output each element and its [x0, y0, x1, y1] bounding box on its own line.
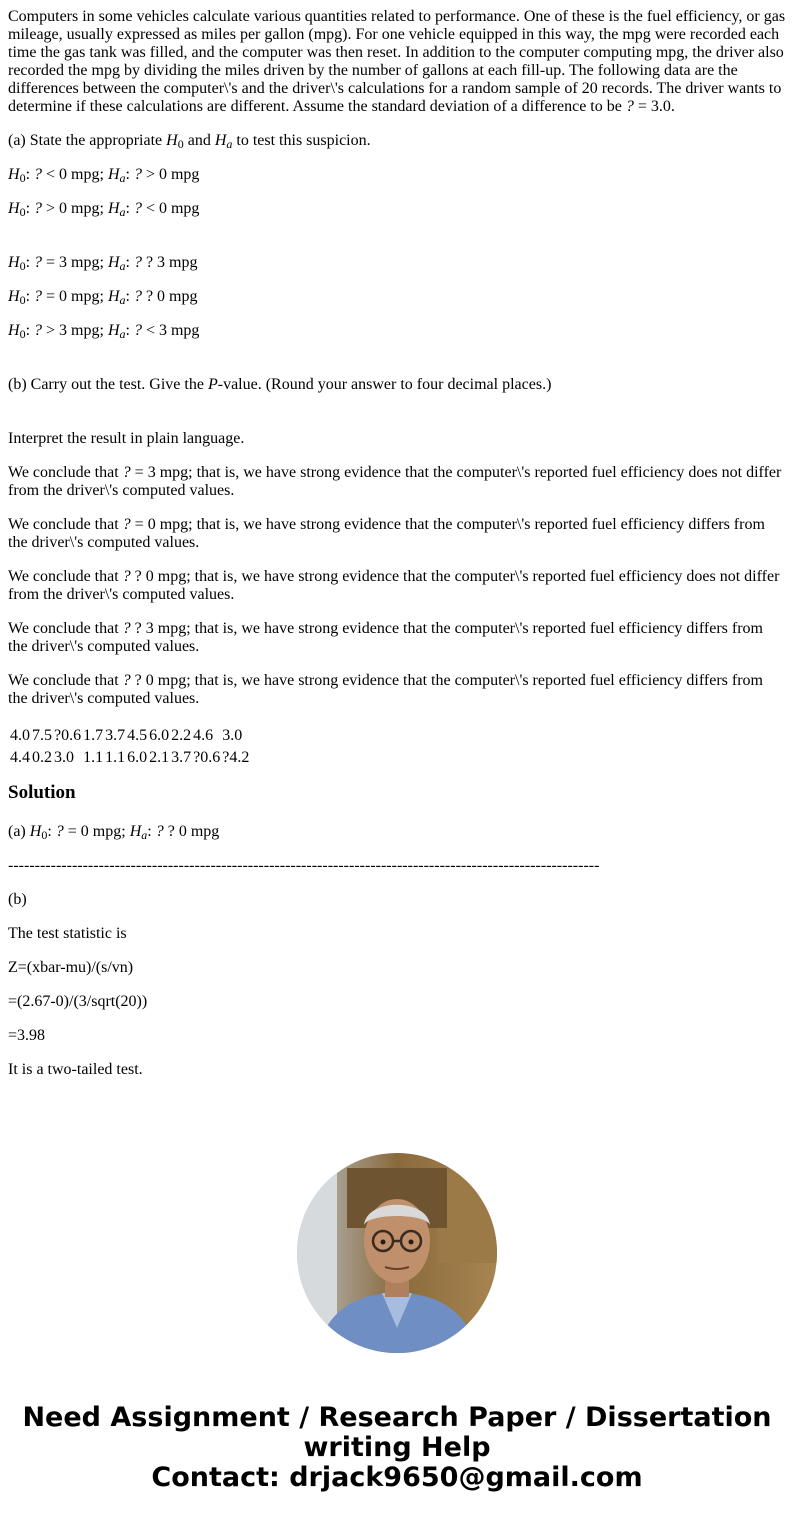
option-h0-relation: = 3 mpg;: [42, 254, 108, 271]
part-b-question: [8, 376, 786, 394]
conclusion-text: ? 0 mpg; that is, we have strong evidence that the computer\'s reported fuel efficiency differs from the driver\'s computed values.: [8, 672, 763, 707]
mu-symbol: ?: [155, 823, 164, 840]
colon: :: [25, 288, 35, 305]
conclusion-option-4[interactable]: [8, 620, 786, 656]
tutor-portrait-image: [297, 1153, 497, 1353]
h0-symbol: H: [166, 132, 178, 149]
h0-symbol: H: [8, 166, 20, 183]
mu-symbol: ?: [122, 672, 131, 689]
promo-contact: Contact: drjack9650@gmail.com: [151, 1462, 643, 1493]
solution-line: It is a two-tailed test.: [8, 1061, 143, 1078]
colon: :: [25, 166, 35, 183]
tutor-avatar: [297, 1153, 497, 1353]
mu-symbol: ?: [122, 464, 131, 481]
option-ha-relation: < 0 mpg: [141, 200, 200, 217]
table-cell: 0.2: [32, 749, 52, 766]
h0-symbol: H: [29, 823, 42, 840]
option-ha-relation: ? 3 mpg: [141, 254, 198, 271]
colon: :: [125, 166, 134, 183]
solution-line: =(2.67-0)/(3/sqrt(20)): [8, 993, 148, 1010]
mu-symbol: ?: [34, 288, 43, 305]
table-cell: ?0.6: [54, 727, 82, 744]
differences-table: [8, 724, 251, 770]
conclusion-option-5[interactable]: [8, 672, 786, 708]
h0-symbol: H: [8, 200, 20, 217]
mu-symbol: ?: [34, 200, 43, 217]
table-cell: 1.1: [105, 749, 126, 766]
ha-subscript: a: [141, 828, 148, 842]
conclusion-prefix: We conclude that: [8, 464, 123, 481]
colon: :: [25, 254, 35, 271]
spacer: [8, 234, 786, 254]
mu-symbol: ?: [34, 322, 43, 339]
option-h0-relation: = 0 mpg;: [42, 288, 108, 305]
colon: :: [147, 823, 156, 840]
ha-subscript: a: [119, 171, 126, 185]
mu-symbol: ?: [34, 254, 43, 271]
ha-symbol: H: [107, 288, 120, 305]
table-cell: 1.7: [83, 727, 104, 744]
h0-subscript: 0: [41, 828, 48, 842]
part-b-suffix: -value. (Round your answer to four decimal places.): [217, 376, 552, 393]
conclusion-option-2[interactable]: [8, 516, 786, 552]
colon: :: [125, 322, 134, 339]
table-row: [10, 726, 249, 746]
mu-symbol: ?: [133, 322, 142, 339]
mu-symbol: ?: [34, 166, 43, 183]
option-a-3[interactable]: [8, 254, 786, 272]
conclusion-prefix: We conclude that: [8, 620, 123, 637]
mu-symbol: ?: [133, 288, 142, 305]
table-cell: 7.5: [32, 727, 52, 744]
option-h0-relation: < 0 mpg;: [42, 166, 108, 183]
colon: :: [125, 254, 134, 271]
table-cell: 3.0: [54, 749, 74, 766]
conclusion-prefix: We conclude that: [8, 568, 123, 585]
option-h0-relation: > 3 mpg;: [42, 322, 108, 339]
ha-subscript: a: [226, 137, 233, 151]
option-h0-relation: > 0 mpg;: [42, 200, 108, 217]
table-cell: 3.7: [105, 727, 126, 744]
table-row: [10, 748, 249, 768]
ha-symbol: H: [107, 166, 120, 183]
h0-subscript: 0: [19, 327, 26, 341]
table-cell: 2.1: [149, 749, 170, 766]
h0-subscript: 0: [19, 205, 26, 219]
mu-symbol: ?: [122, 568, 131, 585]
spacer: [8, 410, 786, 430]
conclusion-prefix: We conclude that: [8, 516, 123, 533]
conclusion-text: ? 0 mpg; that is, we have strong evidence that the computer\'s reported fuel efficiency does not differ from the driver\'s computed values.: [8, 568, 780, 603]
table-cell: 4.6: [193, 727, 214, 744]
solution-ha-relation: ? 0 mpg: [163, 823, 220, 840]
colon: :: [125, 288, 134, 305]
ha-symbol: H: [107, 254, 120, 271]
table-cell: ?0.6: [193, 749, 221, 766]
solution-line: Z=(xbar-mu)/(s/vn): [8, 959, 134, 976]
part-a-question: [8, 132, 786, 150]
table-cell: 2.2: [171, 727, 192, 744]
table-cell: 6.0: [127, 749, 148, 766]
ha-symbol: H: [214, 132, 227, 149]
h0-symbol: H: [8, 322, 20, 339]
colon: :: [125, 200, 134, 217]
intro-end: = 3.0.: [633, 98, 675, 115]
ha-subscript: a: [119, 327, 126, 341]
part-a-and: and: [183, 132, 215, 149]
solution-part-b-label: (b): [8, 891, 27, 908]
conclusion-prefix: We conclude that: [8, 672, 123, 689]
h0-symbol: H: [8, 254, 20, 271]
h0-subscript: 0: [19, 171, 26, 185]
option-ha-relation: ? 0 mpg: [141, 288, 198, 305]
option-a-2[interactable]: [8, 200, 786, 218]
colon: :: [25, 200, 35, 217]
solution-h0-relation: = 0 mpg;: [63, 823, 130, 840]
table-cell: 6.0: [149, 727, 170, 744]
table-cell: 4.4: [10, 749, 30, 766]
document-body: [8, 8, 786, 1095]
table-cell: ?4.2: [222, 749, 250, 766]
sigma-symbol: ?: [625, 98, 634, 115]
solution-line: The test statistic is: [8, 925, 127, 942]
option-a-1[interactable]: [8, 166, 786, 184]
promo-line-1: Need Assignment / Research Paper / Dissertation: [22, 1402, 772, 1433]
table-cell: 3.0: [222, 727, 243, 744]
ha-subscript: a: [119, 205, 126, 219]
conclusion-text: = 0 mpg; that is, we have strong evidence that the computer\'s reported fuel efficiency differs from the driver\'s computed values.: [8, 516, 765, 551]
h0-symbol: H: [8, 288, 20, 305]
interpret-prompt: Interpret the result in plain language.: [8, 430, 245, 447]
ha-symbol: H: [107, 200, 120, 217]
conclusion-option-3[interactable]: [8, 568, 786, 604]
intro-text: Computers in some vehicles calculate various quantities related to performance. One of these is the fuel efficiency, or gas mileage, usually expressed as miles per gallon (mpg). For one vehicle equipped in this way, the mpg were recorded each time the gas tank was filled, and the computer was then reset. In addition to the computer computing mpg, the driver also recorded the mpg by dividing the miles driven by the number of gallons at each fill-up. The following data are the differences between the computer\'s and the driver\'s calculations for a random sample of 20 records. The driver wants to determine if these calculations are different. Assume the standard deviation of a difference to be: [8, 8, 786, 115]
part-b-prefix: (b) Carry out the test. Give the: [8, 376, 208, 393]
table-cell: 3.7: [171, 749, 192, 766]
problem-intro: [8, 8, 786, 116]
ha-subscript: a: [119, 293, 126, 307]
colon: :: [47, 823, 56, 840]
ha-subscript: a: [119, 259, 126, 273]
mu-symbol: ?: [55, 823, 64, 840]
option-ha-relation: < 3 mpg: [141, 322, 200, 339]
solution-line: =3.98: [8, 1027, 46, 1044]
promo-line-2: writing Help: [303, 1432, 491, 1463]
solution-part-a: [8, 823, 786, 841]
option-a-5[interactable]: [8, 322, 786, 340]
solution-a-prefix: (a): [8, 823, 30, 840]
ha-symbol: H: [107, 322, 120, 339]
promo-footer: [0, 1403, 794, 1493]
colon: :: [25, 322, 35, 339]
p-symbol: P: [207, 376, 218, 393]
option-a-4[interactable]: [8, 288, 786, 306]
h0-subscript: 0: [177, 137, 184, 151]
table-cell: 1.1: [83, 749, 104, 766]
mu-symbol: ?: [133, 166, 142, 183]
ha-symbol: H: [129, 823, 142, 840]
h0-subscript: 0: [19, 259, 26, 273]
part-a-suffix: to test this suspicion.: [232, 132, 371, 149]
solution-heading: Solution: [8, 782, 76, 803]
mu-symbol: ?: [133, 200, 142, 217]
table-cell: 4.0: [10, 727, 30, 744]
conclusion-text: = 3 mpg; that is, we have strong evidence that the computer\'s reported fuel efficiency does not differ from the driver\'s computed values.: [8, 464, 782, 499]
mu-symbol: ?: [122, 620, 131, 637]
conclusion-text: ? 3 mpg; that is, we have strong evidence that the computer\'s reported fuel efficiency differs from the driver\'s computed values.: [8, 620, 763, 655]
h0-subscript: 0: [19, 293, 26, 307]
mu-symbol: ?: [122, 516, 131, 533]
option-ha-relation: > 0 mpg: [141, 166, 200, 183]
part-a-prefix: (a) State the appropriate: [8, 132, 167, 149]
solution-divider: ---------------------------------------------------------------------------------------------------------------: [8, 857, 600, 874]
spacer: [8, 356, 786, 376]
table-cell: 4.5: [127, 727, 148, 744]
conclusion-option-1[interactable]: [8, 464, 786, 500]
mu-symbol: ?: [133, 254, 142, 271]
